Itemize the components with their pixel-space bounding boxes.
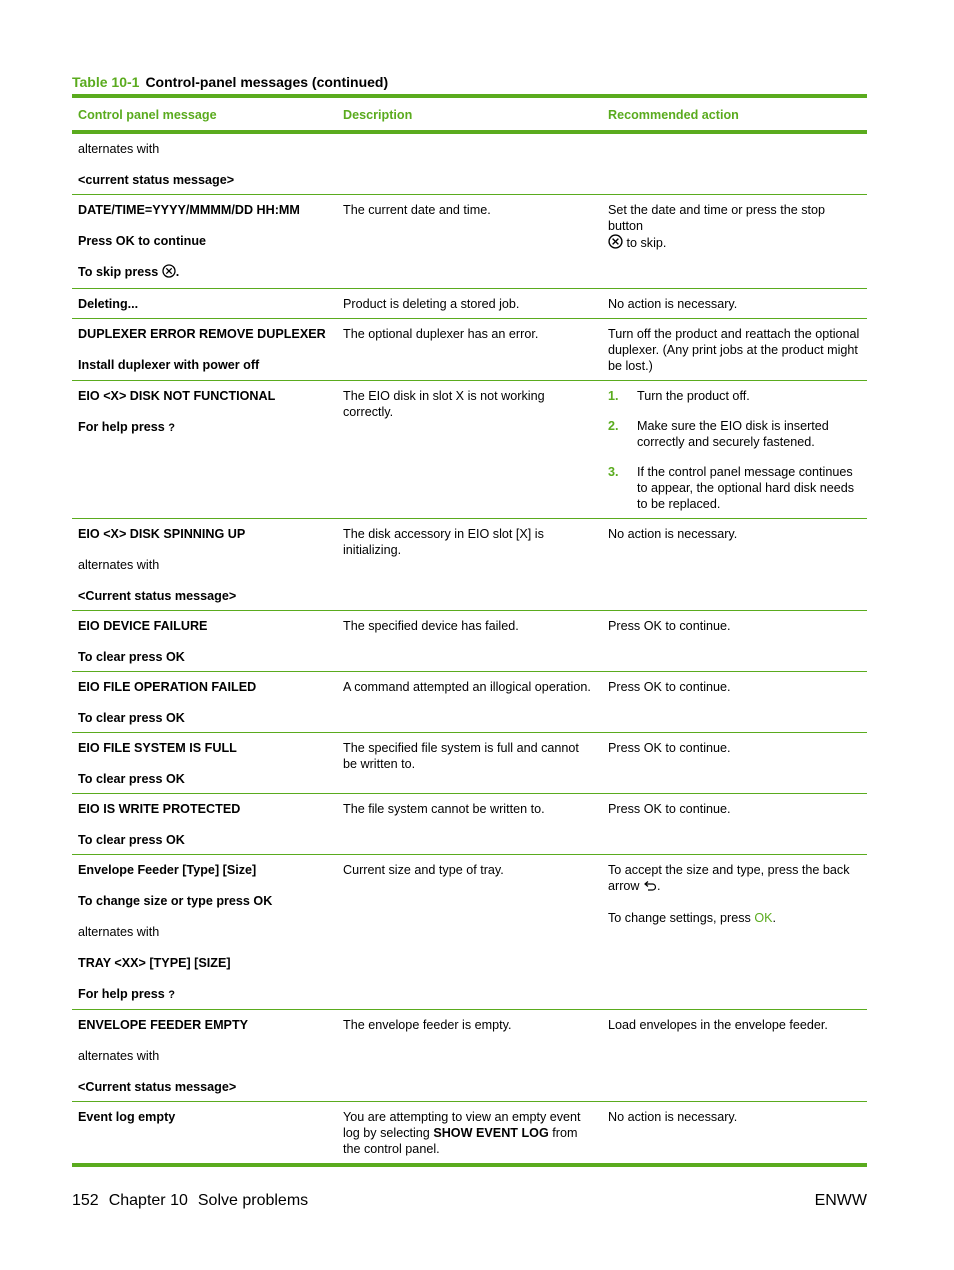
step-number: 1. — [608, 389, 619, 403]
help-icon: ? — [168, 989, 176, 1001]
table-row — [72, 672, 867, 733]
message-cell — [72, 132, 337, 195]
action-steps — [608, 388, 861, 512]
message-cell — [72, 1010, 337, 1102]
message-cell — [72, 672, 337, 733]
action-text: Set the date and time or press the stop button — [608, 203, 826, 233]
action-cell: Press OK to continue. — [602, 611, 867, 672]
table-row — [72, 1102, 867, 1166]
message-cell — [72, 611, 337, 672]
message-line: Install duplexer with power off — [78, 358, 260, 372]
table-number: Table 10-1 — [72, 74, 140, 90]
table-row — [72, 381, 867, 519]
action-text: To accept the size and type, press the back arrow — [608, 863, 850, 893]
step-item — [608, 418, 861, 450]
table-caption — [72, 74, 388, 90]
message-cell — [72, 794, 337, 855]
message-line: EIO IS WRITE PROTECTED — [78, 802, 241, 816]
message-line: To change size or type press OK — [78, 894, 273, 908]
stop-button-icon — [608, 234, 623, 253]
page-footer-right: ENWW — [814, 1192, 867, 1209]
table-row — [72, 519, 867, 611]
step-item — [608, 464, 861, 512]
table-row — [72, 855, 867, 1010]
action-cell: Press OK to continue. — [602, 672, 867, 733]
chapter-label: Chapter 10 — [108, 1192, 188, 1209]
page-footer-left — [72, 1192, 308, 1210]
description-cell: The file system cannot be written to. — [337, 794, 602, 855]
message-line: alternates with — [78, 925, 160, 939]
message-line: EIO <X> DISK NOT FUNCTIONAL — [78, 389, 276, 403]
action-cell: Load envelopes in the envelope feeder. — [602, 1010, 867, 1102]
action-text: . — [772, 911, 777, 925]
message-line: To clear press OK — [78, 711, 185, 725]
message-line: Event log empty — [78, 1110, 176, 1124]
message-line: alternates with — [78, 558, 160, 572]
description-cell: Product is deleting a stored job. — [337, 289, 602, 319]
table-row — [72, 733, 867, 794]
period-text: . — [175, 265, 180, 279]
table-header-row — [72, 96, 867, 132]
message-line: ENVELOPE FEEDER EMPTY — [78, 1018, 249, 1032]
table-row — [72, 132, 867, 195]
description-text: from the control panel. — [343, 1126, 578, 1156]
help-text: For help press — [78, 987, 165, 1001]
description-cell: The optional duplexer has an error. — [337, 319, 602, 381]
message-line: To clear press OK — [78, 772, 185, 786]
message-line: <Current status message> — [78, 589, 237, 603]
description-cell: The specified device has failed. — [337, 611, 602, 672]
message-line: EIO DEVICE FAILURE — [78, 619, 208, 633]
message-cell — [72, 289, 337, 319]
message-line — [78, 419, 331, 436]
menu-item-name: SHOW EVENT LOG — [433, 1126, 549, 1140]
message-line: <current status message> — [78, 173, 235, 187]
stop-button-icon — [162, 264, 176, 282]
header-message: Control panel message — [72, 96, 337, 132]
table-title: Control-panel messages (continued) — [145, 74, 389, 90]
description-cell: The disk accessory in EIO slot [X] is initializing. — [337, 519, 602, 611]
step-text: Turn the product off. — [637, 389, 750, 403]
description-cell: The EIO disk in slot X is not working correctly. — [337, 381, 602, 519]
skip-text: To skip press — [78, 265, 159, 279]
help-text: For help press — [78, 420, 165, 434]
message-line: To clear press OK — [78, 650, 185, 664]
message-cell — [72, 195, 337, 289]
message-cell — [72, 855, 337, 1010]
table-row — [72, 289, 867, 319]
back-arrow-icon — [643, 880, 657, 896]
action-paragraph — [608, 862, 861, 896]
message-cell — [72, 381, 337, 519]
action-cell: No action is necessary. — [602, 519, 867, 611]
description-cell: The specified file system is full and cannot be written to. — [337, 733, 602, 794]
header-action: Recommended action — [602, 96, 867, 132]
description-cell: The current date and time. — [337, 195, 602, 289]
ok-link[interactable]: OK — [754, 911, 773, 925]
action-text: . — [657, 879, 661, 893]
step-number: 2. — [608, 419, 619, 433]
description-cell: A command attempted an illogical operation. — [337, 672, 602, 733]
table-row — [72, 794, 867, 855]
message-line: Press OK to continue — [78, 234, 207, 248]
message-cell — [72, 733, 337, 794]
action-cell: No action is necessary. — [602, 1102, 867, 1166]
page-number: 152 — [72, 1192, 99, 1209]
description-cell — [337, 132, 602, 195]
action-cell — [602, 132, 867, 195]
step-number: 3. — [608, 465, 619, 479]
message-line: To clear press OK — [78, 833, 185, 847]
action-cell: Turn off the product and reattach the optional duplexer. (Any print jobs at the product might be lost.) — [602, 319, 867, 381]
header-description: Description — [337, 96, 602, 132]
action-paragraph — [608, 910, 861, 926]
table-row — [72, 195, 867, 289]
table-row — [72, 611, 867, 672]
description-cell: Current size and type of tray. — [337, 855, 602, 1010]
table-row — [72, 319, 867, 381]
step-text: Make sure the EIO disk is inserted correctly and securely fastened. — [637, 419, 829, 449]
message-line — [78, 264, 331, 282]
description-cell: The envelope feeder is empty. — [337, 1010, 602, 1102]
message-line: alternates with — [78, 1049, 160, 1063]
message-line: <Current status message> — [78, 1080, 237, 1094]
message-line: alternates with — [78, 142, 160, 156]
message-line: EIO FILE SYSTEM IS FULL — [78, 741, 237, 755]
message-cell — [72, 319, 337, 381]
step-text: If the control panel message continues to appear, the optional hard disk needs to be replaced. — [637, 465, 855, 511]
action-text: to skip. — [626, 236, 667, 250]
action-cell: Press OK to continue. — [602, 733, 867, 794]
message-cell — [72, 519, 337, 611]
control-panel-messages-table — [72, 94, 867, 1167]
message-line — [78, 986, 331, 1003]
action-cell — [602, 855, 867, 1010]
section-title: Solve problems — [197, 1192, 309, 1209]
description-cell — [337, 1102, 602, 1166]
message-line: TRAY <XX> [TYPE] [SIZE] — [78, 956, 231, 970]
description-text: You are attempting to view an empty event log by selecting — [343, 1110, 581, 1140]
table-row — [72, 1010, 867, 1102]
message-line: Envelope Feeder [Type] [Size] — [78, 863, 257, 877]
message-line: DATE/TIME=YYYY/MMMM/DD HH:MM — [78, 203, 300, 217]
message-line: DUPLEXER ERROR REMOVE DUPLEXER — [78, 327, 326, 341]
action-cell: No action is necessary. — [602, 289, 867, 319]
message-line: EIO FILE OPERATION FAILED — [78, 680, 257, 694]
step-item — [608, 388, 861, 404]
message-line: EIO <X> DISK SPINNING UP — [78, 527, 246, 541]
action-cell: Press OK to continue. — [602, 794, 867, 855]
action-cell — [602, 195, 867, 289]
message-cell — [72, 1102, 337, 1166]
action-text: To change settings, press — [608, 911, 751, 925]
action-cell — [602, 381, 867, 519]
message-line: Deleting... — [78, 297, 139, 311]
help-icon: ? — [168, 422, 176, 434]
